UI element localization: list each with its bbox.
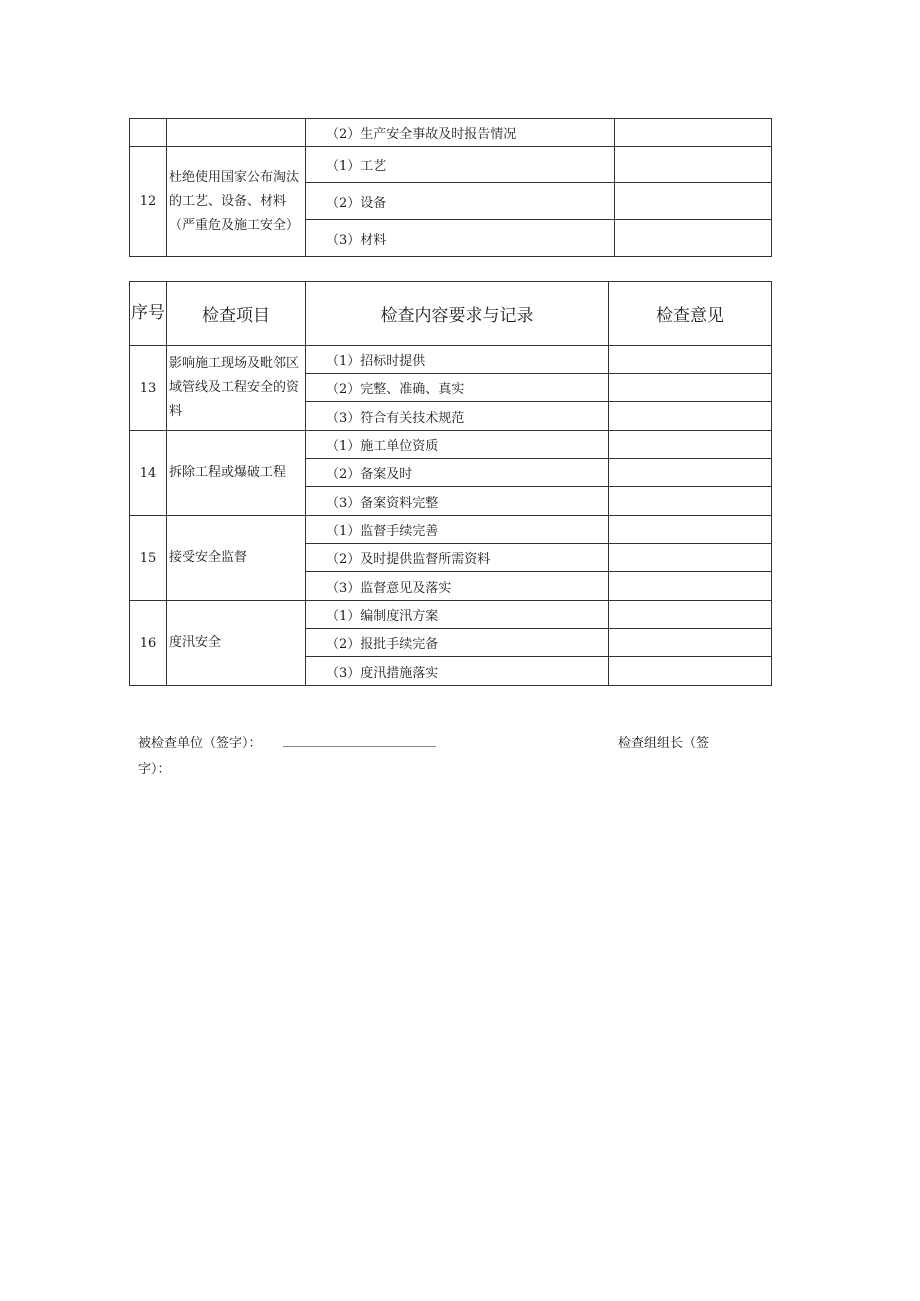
opinion-cell [609, 402, 772, 431]
row-number: 16 [130, 601, 167, 686]
table-row [130, 119, 772, 147]
row-number [130, 119, 167, 147]
requirement: （1）编制度汛方案 [306, 601, 609, 629]
header-opinion: 检查意见 [609, 282, 772, 346]
leader-signature-label: 检查组组长（签 [618, 736, 710, 751]
row-number: 14 [130, 431, 167, 516]
table-row [130, 431, 772, 459]
requirement: （3）监督意见及落实 [306, 572, 609, 601]
table-row [130, 147, 772, 183]
opinion-cell [609, 657, 772, 686]
row-number: 12 [130, 147, 167, 257]
row-number: 15 [130, 516, 167, 601]
opinion-cell [609, 629, 772, 657]
opinion-cell [609, 459, 772, 487]
check-item [167, 119, 306, 147]
opinion-cell [615, 147, 772, 183]
opinion-cell [615, 220, 772, 257]
opinion-cell [615, 119, 772, 147]
check-item: 接受安全监督 [167, 516, 306, 601]
requirement: （1）施工单位资质 [306, 431, 609, 459]
opinion-cell [609, 572, 772, 601]
opinion-cell [609, 487, 772, 516]
header-seq: 序号 [130, 282, 167, 346]
table-row [130, 601, 772, 629]
opinion-cell [609, 346, 772, 374]
opinion-cell [615, 183, 772, 220]
opinion-cell [609, 374, 772, 402]
opinion-cell [609, 544, 772, 572]
check-item: 影响施工现场及毗邻区域管线及工程安全的资料 [167, 346, 306, 431]
signature-line [283, 746, 436, 747]
requirement: （2）报批手续完备 [306, 629, 609, 657]
requirement: （3）材料 [306, 220, 615, 257]
opinion-cell [609, 601, 772, 629]
requirement: （2）设备 [306, 183, 615, 220]
opinion-cell [609, 516, 772, 544]
requirement: （3）度汛措施落实 [306, 657, 609, 686]
table-row [130, 346, 772, 374]
inspection-table-continued [129, 118, 772, 257]
table-header-row [130, 282, 772, 346]
header-content: 检查内容要求与记录 [306, 282, 609, 346]
check-item: 杜绝使用国家公布淘汰的工艺、设备、材料（严重危及施工安全） [167, 147, 306, 257]
row-number: 13 [130, 346, 167, 431]
opinion-cell [609, 431, 772, 459]
requirement: （2）完整、准确、真实 [306, 374, 609, 402]
requirement: （2）生产安全事故及时报告情况 [306, 119, 615, 147]
inspected-unit-signature-label: 被检查单位（签字）： [138, 736, 262, 751]
requirement: （3）符合有关技术规范 [306, 402, 609, 431]
check-item: 度汛安全 [167, 601, 306, 686]
header-item: 检查项目 [167, 282, 306, 346]
requirement: （2）及时提供监督所需资料 [306, 544, 609, 572]
requirement: （1）工艺 [306, 147, 615, 183]
requirement: （1）监督手续完善 [306, 516, 609, 544]
requirement: （3）备案资料完整 [306, 487, 609, 516]
check-item: 拆除工程或爆破工程 [167, 431, 306, 516]
requirement: （1）招标时提供 [306, 346, 609, 374]
table-row [130, 516, 772, 544]
inspection-table [129, 281, 772, 686]
requirement: （2）备案及时 [306, 459, 609, 487]
leader-signature-label-continued: 字）： [138, 762, 171, 777]
